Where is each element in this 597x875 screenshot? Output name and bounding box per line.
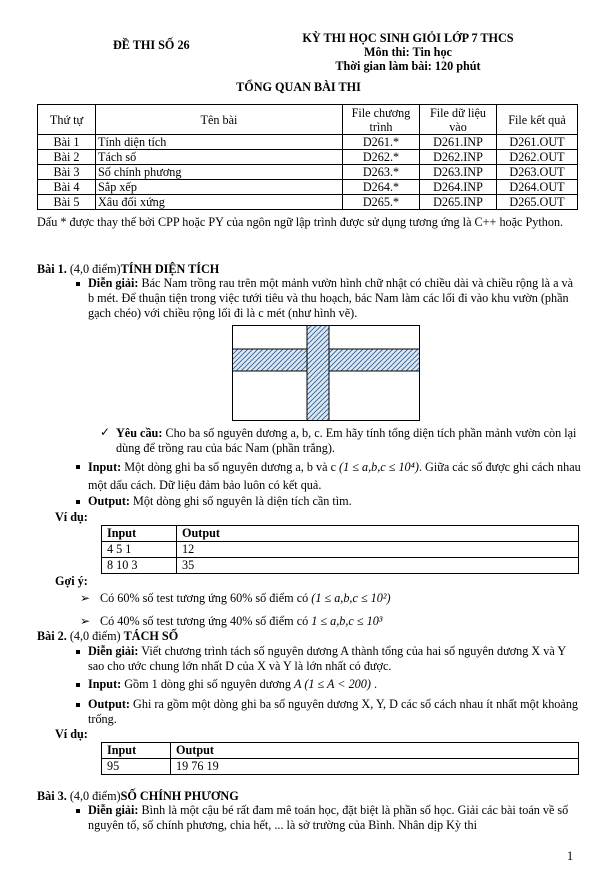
bai2-input: Input: Gồm 1 dòng ghi số nguyên dương A (1 ≤ A < 200) . xyxy=(88,677,378,691)
table-cell: D262.OUT xyxy=(497,150,578,165)
table-cell: Tách số xyxy=(96,150,343,165)
exam-subject: Môn thi: Tin học xyxy=(364,45,452,59)
table-row xyxy=(38,165,578,180)
overview-table xyxy=(37,104,578,210)
input-text: Một dòng ghi ba số nguyên dương a, b và c xyxy=(124,460,336,474)
input-label: Input: xyxy=(88,677,122,691)
garden-figure xyxy=(232,325,420,421)
example-cell: 95 xyxy=(102,759,171,775)
bai3-heading xyxy=(37,789,239,804)
bai2-name: TÁCH SỐ xyxy=(123,629,179,643)
table-cell: D265.* xyxy=(343,195,420,210)
table-header-row xyxy=(38,105,578,135)
dien-giai-text: Viết chương trình tách số nguyên dương A thành tổng của hai số nguyên dương X và Y sao cho ước chung lớn nhất D của X và Y là lớn nhất có được. xyxy=(88,644,566,673)
table-cell: D265.OUT xyxy=(497,195,578,210)
table-cell: Bài 3 xyxy=(38,165,96,180)
bai1-label: Bài 1. xyxy=(37,262,67,276)
table-cell: D264.INP xyxy=(420,180,497,195)
table-cell: D261.OUT xyxy=(497,135,578,150)
table-cell: D264.* xyxy=(343,180,420,195)
yeu-cau-text: Cho ba số nguyên dương a, b, c. Em hãy tính tổng diện tích phần mảnh vườn còn lại dùng để trồng rau của bác Nam (phần trắng). xyxy=(116,426,577,455)
table-cell: Xâu đối xứng xyxy=(96,195,343,210)
check-icon: ✓ xyxy=(100,425,111,439)
hint-2-text: Có 40% số test tương ứng 40% số điểm có xyxy=(100,614,309,628)
path-vertical xyxy=(307,326,329,421)
bai2-dien-giai xyxy=(88,644,582,674)
bai1-input xyxy=(88,458,582,494)
table-header-cell: File kết quả xyxy=(497,105,578,135)
table-header-cell: Tên bài xyxy=(96,105,343,135)
example-header: Output xyxy=(177,526,579,542)
table-cell: Bài 2 xyxy=(38,150,96,165)
example-cell: 8 10 3 xyxy=(102,558,177,574)
bai2-label: Bài 2. xyxy=(37,629,67,643)
table-cell: Bài 4 xyxy=(38,180,96,195)
input-math: A (1 ≤ A < 200) xyxy=(294,677,371,691)
example-cell: 19 76 19 xyxy=(171,759,579,775)
exam-title: KỲ THI HỌC SINH GIỎI LỚP 7 THCS xyxy=(302,31,514,45)
dien-giai-text: Bác Nam trồng rau trên một mảnh vườn hình chữ nhật có chiều dài và chiều rộng là a và b mét. Để thuận tiện trong việc tưới tiêu và thu hoạch, bác Nam làm các lối đi vào khu vườn (phần gạch chéo) với chiều rộng lối đi là c mét (như hình vẽ). xyxy=(88,276,574,320)
input-math: (1 ≤ a,b,c ≤ 10⁴) xyxy=(339,460,419,474)
bai3-name: SỐ CHÍNH PHƯƠNG xyxy=(120,789,239,803)
table-header-cell: File dữ liệu vào xyxy=(420,105,497,135)
overview-heading: TỔNG QUAN BÀI THI xyxy=(236,80,361,94)
table-row xyxy=(38,135,578,150)
bullet-square-icon xyxy=(76,683,80,687)
yeu-cau-label: Yêu cầu: xyxy=(116,426,163,440)
bai2-heading xyxy=(37,629,178,644)
table-cell: Tính diện tích xyxy=(96,135,343,150)
dien-giai-text: Bình là một cậu bé rất đam mê toán học, đặt biệt là phần số học. Giải các bài toán về số nguyên tố, số chính phương, chia hết, ... là sở trường của Bình. Nhân dịp Kỳ thi xyxy=(88,803,569,832)
table-cell: D263.* xyxy=(343,165,420,180)
bai1-dien-giai xyxy=(88,276,582,321)
dien-giai-label: Diễn giải: xyxy=(88,644,139,658)
table-header-cell: File chương trình xyxy=(343,105,420,135)
table-header-cell: Thứ tự xyxy=(38,105,96,135)
table-cell: Số chính phương xyxy=(96,165,343,180)
table-cell: D264.OUT xyxy=(497,180,578,195)
example-header: Output xyxy=(171,743,579,759)
vi-du-label: Ví dụ: xyxy=(55,510,88,524)
bai1-points: (4,0 điểm) xyxy=(69,262,121,276)
table-row xyxy=(38,195,578,210)
exam-time: Thời gian làm bài: 120 phút xyxy=(335,59,481,73)
input-label: Input: xyxy=(88,460,122,474)
table-row xyxy=(38,150,578,165)
bai3-dien-giai xyxy=(88,803,582,833)
arrow-bullet-icon: ➢ xyxy=(80,614,91,628)
table-cell: D261.INP xyxy=(420,135,497,150)
hint-1-text: Có 60% số test tương ứng 60% số điểm có xyxy=(100,591,309,605)
bai2-output xyxy=(88,697,582,727)
bai1-output xyxy=(88,494,352,509)
table-row xyxy=(38,180,578,195)
exam-number: ĐỀ THI SỐ 26 xyxy=(113,38,190,52)
bai3-points: (4,0 điểm) xyxy=(69,789,121,803)
bai2-example-table xyxy=(101,742,579,775)
hint-2 xyxy=(100,614,382,629)
page-number: 1 xyxy=(567,849,574,863)
hint-2-math: 1 ≤ a,b,c ≤ 10³ xyxy=(311,614,383,628)
hint-1-math: (1 ≤ a,b,c ≤ 10²) xyxy=(311,591,391,605)
table-cell: D261.* xyxy=(343,135,420,150)
bai3-label: Bài 3. xyxy=(37,789,67,803)
example-cell: 12 xyxy=(177,542,579,558)
overview-note: Dấu * được thay thế bởi CPP hoặc PY của ngôn ngữ lập trình được sử dụng tương ứng là C++ hoặc Python. xyxy=(37,215,564,229)
dien-giai-label: Diễn giải: xyxy=(88,276,139,290)
example-header: Input xyxy=(102,526,177,542)
output-text: Ghi ra gồm một dòng ghi ba số nguyên dương X, Y, D các số cách nhau ít nhất một khoảng trống. xyxy=(88,697,579,726)
hint-1 xyxy=(100,591,391,606)
bullet-square-icon xyxy=(76,809,80,813)
table-cell: D263.OUT xyxy=(497,165,578,180)
table-cell: Bài 1 xyxy=(38,135,96,150)
table-cell: D262.INP xyxy=(420,150,497,165)
table-cell: D265.INP xyxy=(420,195,497,210)
output-text: Một dòng ghi số nguyên là diện tích cần tìm. xyxy=(133,494,352,508)
example-cell: 35 xyxy=(177,558,579,574)
bai1-heading xyxy=(37,262,219,277)
table-cell: Bài 5 xyxy=(38,195,96,210)
example-header: Input xyxy=(102,743,171,759)
bai1-name: TÍNH DIỆN TÍCH xyxy=(120,262,220,276)
input-text: Gồm 1 dòng ghi số nguyên dương xyxy=(124,677,291,691)
arrow-bullet-icon: ➢ xyxy=(80,591,91,605)
table-cell: D263.INP xyxy=(420,165,497,180)
bullet-square-icon xyxy=(76,465,80,469)
vi-du-label: Ví dụ: xyxy=(55,727,88,741)
input-rest: . Giữa các số được ghi cách nhau một dấu cách. Dữ liệu đảm bảo luôn có kết quả. xyxy=(88,460,581,492)
bullet-square-icon xyxy=(76,650,80,654)
bai1-yeu-cau xyxy=(116,426,582,456)
table-cell: Sắp xếp xyxy=(96,180,343,195)
output-label: Output: xyxy=(88,494,130,508)
bullet-square-icon xyxy=(76,282,80,286)
example-cell: 4 5 1 xyxy=(102,542,177,558)
bai1-example-table xyxy=(101,525,579,574)
goi-y-label: Gợi ý: xyxy=(55,574,88,588)
table-cell: D262.* xyxy=(343,150,420,165)
bullet-square-icon xyxy=(76,500,80,504)
bai2-points: (4,0 điểm) xyxy=(69,629,121,643)
output-label: Output: xyxy=(88,697,130,711)
bullet-square-icon xyxy=(76,703,80,707)
dien-giai-label: Diễn giải: xyxy=(88,803,139,817)
